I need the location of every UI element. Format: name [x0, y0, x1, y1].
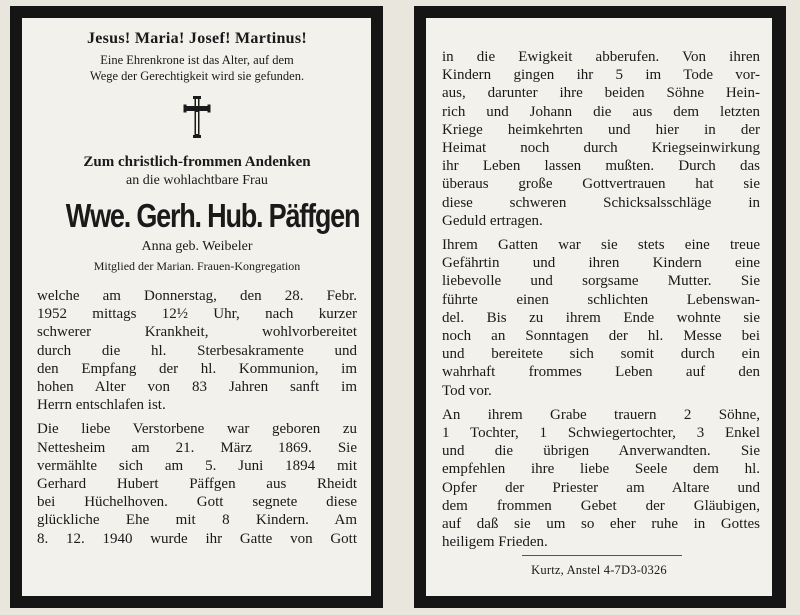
text-line: Kindern gingen ihr 5 im Tode vor- [442, 67, 760, 84]
left-page-border [10, 6, 383, 608]
text-line: diese schweren Schicksalsschläge in [442, 194, 760, 211]
right-page [426, 18, 772, 596]
text-line: Kriege heimkehrten und hier in der [442, 121, 760, 138]
paragraph [442, 406, 760, 552]
text-line: und die übrigen Anverwandten. Sie [442, 443, 760, 460]
text-line: Die liebe Verstorbene war geboren zu [37, 421, 357, 438]
text-line: auf daß sie um so eher ruhe in Gottes [442, 516, 760, 533]
text-line: 8. 12. 1940 wurde ihr Gatte von Gott [37, 530, 357, 547]
text-line: überaus große Gottvertrauen hat sie [442, 176, 760, 193]
text-line: ihr Leben lassen mußten. Durch das [442, 158, 760, 175]
paragraph [442, 48, 760, 230]
motto-line: Eine Ehrenkrone ist das Alter, auf dem [100, 53, 294, 67]
left-page [22, 18, 371, 596]
text-line: rich und Johann die aus dem letzten [442, 103, 760, 120]
text-line: Heimat noch durch Kriegseinwirkung [442, 140, 760, 157]
paragraph [37, 420, 357, 547]
text-line: hohen Alter von 83 Jahren sanft im [37, 379, 357, 396]
text-line: in die Ewigkeit abberufen. Von ihren [442, 49, 760, 65]
text-line: Opfer der Priester am Altare und [442, 479, 760, 496]
text-line: und bereitete sich somit durch ein [442, 346, 760, 363]
left-body-text [37, 287, 357, 548]
right-body-text [442, 48, 760, 551]
text-line: Herrn entschlafen ist. [37, 397, 166, 414]
deceased-name: Wwe. Gerh. Hub. Päffgen [65, 197, 360, 234]
text-line: wahrhaft frommes Leben auf den [442, 364, 760, 381]
cross-icon [37, 96, 357, 140]
text-line: empfehlen ihre liebe Seele dem hl. [442, 461, 760, 478]
printer-rule [522, 555, 682, 556]
memorial-title: Zum christlich-frommen Andenken [83, 154, 311, 170]
printer-mark: Kurtz, Anstel 4-7D3-0326 [531, 563, 667, 577]
text-line: führte einen schlichten Lebenswan- [442, 291, 760, 308]
paragraph [37, 287, 357, 414]
maiden-name: Anna geb. Weibeler [141, 239, 253, 254]
text-line: Ihrem Gatten war sie stets eine treue [442, 237, 760, 254]
text-line: aus, darunter ihre beiden Söhne Hein- [442, 85, 760, 102]
text-line: den Empfang der hl. Kommunion, im [37, 360, 357, 377]
text-line: welche am Donnerstag, den 28. Febr. [37, 288, 357, 304]
text-line: glückliche Ehe mit 8 Kindern. Am [37, 512, 357, 529]
text-line: bei Hüchelhoven. Gott segnete diese [37, 494, 357, 511]
text-line: noch an Sonntagen der hl. Messe bei [442, 328, 760, 345]
paragraph [442, 236, 760, 400]
text-line: 1952 mittags 12½ Uhr, nach kurzer [37, 306, 357, 323]
text-line: durch die hl. Sterbesakramente und [37, 342, 357, 359]
text-line: dem frommen Gebet der Gläubigen, [442, 497, 760, 514]
motto [37, 52, 357, 84]
invocation: Jesus! Maria! Josef! Martinus! [86, 30, 308, 47]
text-line: heiligem Frieden. [442, 534, 548, 551]
right-page-border [414, 6, 786, 608]
memorial-subtitle: an die wohlachtbare Frau [126, 173, 268, 188]
text-line: liebevolle und sorgsame Mutter. Sie [442, 273, 760, 290]
text-line: An ihrem Grabe trauern 2 Söhne, [442, 406, 760, 423]
latin-cross-icon [182, 96, 212, 138]
text-line: vermählte sich am 5. Juni 1894 mit [37, 457, 357, 474]
text-line: Gefährtin und ihren Kindern eine [442, 255, 760, 272]
text-line: Gerhard Hubert Päffgen aus Rheidt [37, 476, 357, 493]
text-line: del. Bis zu ihrem Ende wohnte sie [442, 309, 760, 326]
text-line: 1 Tochter, 1 Schwiegertochter, 3 Enkel [442, 425, 760, 442]
membership: Mitglied der Marian. Frauen-Kongregation [93, 259, 301, 273]
text-line: schwerer Krankheit, wohlvorbereitet [37, 324, 357, 341]
motto-line: Wege der Gerechtigkeit wird sie gefunden. [89, 69, 305, 83]
text-line: Tod vor. [442, 382, 492, 399]
text-line: Geduld ertragen. [442, 212, 543, 229]
text-line: Nettesheim am 21. März 1869. Sie [37, 439, 357, 456]
